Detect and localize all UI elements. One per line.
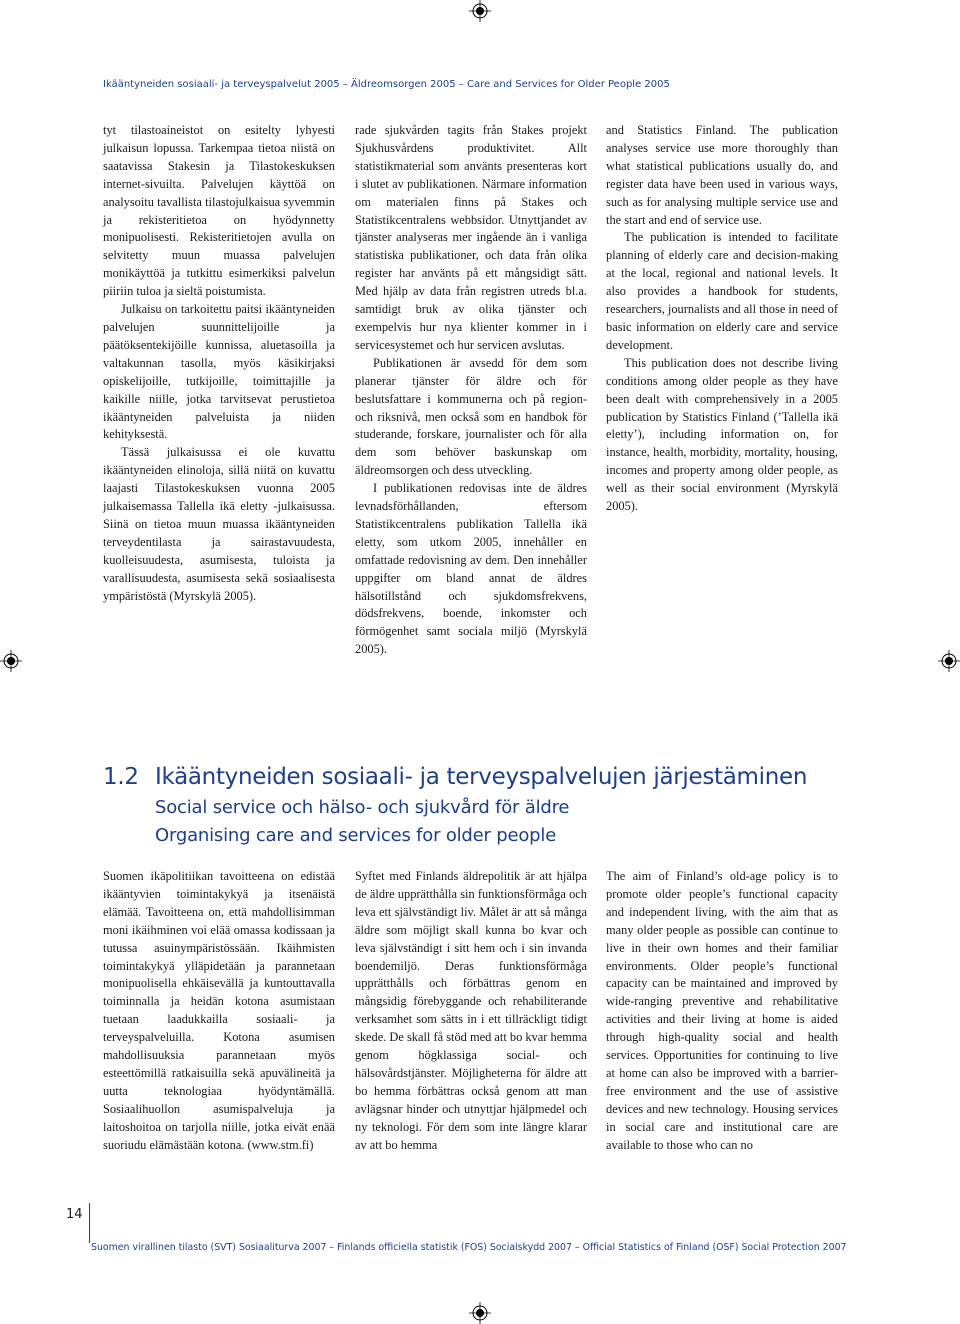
paragraph: This publication does not describe living conditions among older people as they have been dealt with comprehensively in a 2005 publication by Statistics Finland (’Tallella ikä eletty’), including information on, for instance, health, morbidity, mortality, housing, incomes and property among older people, as well as their social environment (Myrskylä 2005). bbox=[606, 355, 838, 514]
registration-mark-icon bbox=[469, 1302, 491, 1324]
paragraph: rade sjukvården tagits från Stakes projekt Sjukhusvårdens produktivitet. Allt statistikmaterial som använts presenteras kort i slutet av publikationen. Närmare information om materialen finns på Stakes och Statistikcentralens webbsidor. Utnyttjandet av tjänster analyseras mer ingående än i vanliga statistiska publikationer, och data från olika register har använts på ett mångsidigt sätt. Med hjälp av data från registren utreds bl.a. samtidigt bruk av olika tjänster och exempelvis hur nya klienter kommer in i servicesystemet och hur servicen avslutas. bbox=[355, 123, 587, 352]
section-title-finnish: Ikääntyneiden sosiaali- ja terveyspalvelujen järjestäminen bbox=[155, 764, 808, 790]
registration-mark-icon bbox=[469, 0, 491, 22]
section-column-english bbox=[606, 868, 838, 1155]
footer-divider bbox=[89, 1203, 90, 1243]
intro-column-swedish bbox=[355, 122, 587, 659]
footer-series-title: Suomen virallinen tilasto (SVT) Sosiaaliturva 2007 – Finlands officiella statistik (FOS) Socialskydd 2007 – Official Statistics of Finland (OSF) Social Protection 2007 bbox=[91, 1242, 847, 1253]
paragraph: I publikationen redovisas inte de äldres levnadsförhållanden, eftersom Statistikcentralens publikation Tallella ikä eletty, som utkom 2005, innehåller en omfattade redovisning av dem. Den innehåller uppgifter om bland annat de äldres hälsotillstånd och sjukdomsfrekvens, dödsfrekvens, boende, inkomster och förmögenhet samt sociala miljö (Myrskylä 2005). bbox=[355, 481, 587, 657]
paragraph: The aim of Finland’s old-age policy is to promote older people’s functional capacity and independent living, with the aim that as many older people as possible can continue to live in their own homes and their familiar environments. Older people’s functional capacity can be maintained and improved by wide-ranging preventive and rehabilitative activities and their living at home is aided through high-quality social and health services. Opportunities for continuing to live at home can also be improved with a barrier-free environment and the use of assistive devices and new technology. Housing services in social care and institutional care are available to those who can no bbox=[606, 869, 838, 1152]
section-column-finnish bbox=[103, 868, 335, 1155]
section-heading bbox=[103, 760, 807, 850]
intro-column-finnish bbox=[103, 122, 335, 605]
intro-column-english bbox=[606, 122, 838, 516]
paragraph: Publikationen är avsedd för dem som planerar tjänster för äldre och för beslutsfattare i kommunerna och på region- och riksnivå, men också som en handbok för studerande, forskare, journalister och för alla dem som behöver baskunskap om äldreomsorgen och dess utveckling. bbox=[355, 355, 587, 478]
paragraph: Suomen ikäpolitiikan tavoitteena on edistää ikääntyvien toimintakykyä ja itsenäistä elämää. Tavoitteena on, että mahdollisimman moni ikäihminen voi elää omassa kodissaan ja tutussa asuinympäristössään. Ikäihmisten toimintakykyä ylläpidetään ja parannetaan monipuolisella ehkäisevällä ja kuntouttavalla toiminnalla ja heidän kotona asumistaan tuetaan laadukkailla sosiaali- ja terveyspalveluilla. Kotona asumisen mahdollisuuksia parannetaan myös esteettömillä ratkaisuilla sekä apuvälineitä ja uutta teknologiaa hyödyntämällä. Sosiaalihuollon asumispalveluja ja laitoshoitoa on tarjolla niille, jotka eivät enää suoriudu elämästään kotona. (www.stm.fi) bbox=[103, 869, 335, 1152]
section-title-swedish: Social service och hälso- och sjukvård för äldre bbox=[155, 797, 570, 818]
section-column-swedish bbox=[355, 868, 587, 1155]
paragraph: Tässä julkaisussa ei ole kuvattu ikääntyneiden elinoloja, sillä niitä on kuvattu laajasti Tilastokeskuksen vuonna 2005 julkaisemassa Tallella ikä eletty -julkaisussa. Siinä on tietoa muun muassa ikääntyneiden terveydentilasta ja sairastavuudesta, kuolleisuudesta, asumisesta, tuloista ja varallisuudesta, asumisesta sekä sosiaalisesta ympäristöstä (Myrskylä 2005). bbox=[103, 445, 335, 603]
registration-mark-icon bbox=[938, 650, 960, 672]
section-title-english: Organising care and services for older people bbox=[155, 825, 557, 846]
paragraph: Syftet med Finlands äldrepolitik är att hjälpa de äldre upprätthålla sin funktionsförmåga och leva ett självständigt liv. Målet är att så många äldre som möjligt skall kunna bo kvar och leva självständigt i sitt hem och i sin invanda boendemiljö. Deras funktionsförmåga upprätthålls och förbättras genom en mångsidig förebyggande och rehabiliterande verksamhet som sätts in i ett tillräckligt tidigt skede. De skall få stöd med att bo kvar hemma genom högklassiga social- och hälsovårdstjänster. Möjligheterna för äldre att bo hemma förbättras också genom att man avlägsnar hinder och utnyttjar hjälpmedel och ny teknologi. För dem som inte längre klarar av att bo hemma bbox=[355, 869, 587, 1152]
registration-mark-icon bbox=[0, 650, 22, 672]
paragraph: Julkaisu on tarkoitettu paitsi ikääntyneiden palvelujen suunnittelijoille ja päätöksentekijöille kunnissa, aluetasoilla ja valtakunnan tasolla, myös käsikirjaksi opiskelijoille, tutkijoille, toimittajille ja kaikille niille, jotka tarvitsevat perustietoa ikääntyneiden palveluista ja niiden kehityksestä. bbox=[103, 302, 335, 442]
paragraph: tyt tilastoaineistot on esitelty lyhyesti julkaisun lopussa. Tarkempaa tietoa niistä on saatavissa Stakesin ja Tilastokeskuksen internet-sivuilta. Palvelujen käyttöä on analysoitu tavallista tilastojulkaisua syvemmin ja rekisteritietoa on hyödynnetty monipuolisesti. Rekisteritietojen avulla on selvitetty muun muassa palvelujen monikäyttöä ja tutkittu esimerkiksi palvelun piiriin tuloa ja sieltä poistumista. bbox=[103, 123, 335, 299]
section-number: 1.2 bbox=[103, 764, 139, 790]
running-header: Ikääntyneiden sosiaali- ja terveyspalvelut 2005 – Äldreomsorgen 2005 – Care and Services for Older People 2005 bbox=[103, 79, 670, 90]
paragraph: and Statistics Finland. The publication analyses service use more thoroughly than what statistical publications usually do, and register data have been used in various ways, such as for analysing multiple service use and the start and end of service use. bbox=[606, 123, 838, 227]
paragraph: The publication is intended to facilitate planning of elderly care and decision-making at the local, regional and national levels. It also provides a handbook for students, researchers, journalists and all those in need of basic information on elderly care and service development. bbox=[606, 230, 838, 352]
page-number: 14 bbox=[66, 1207, 83, 1222]
